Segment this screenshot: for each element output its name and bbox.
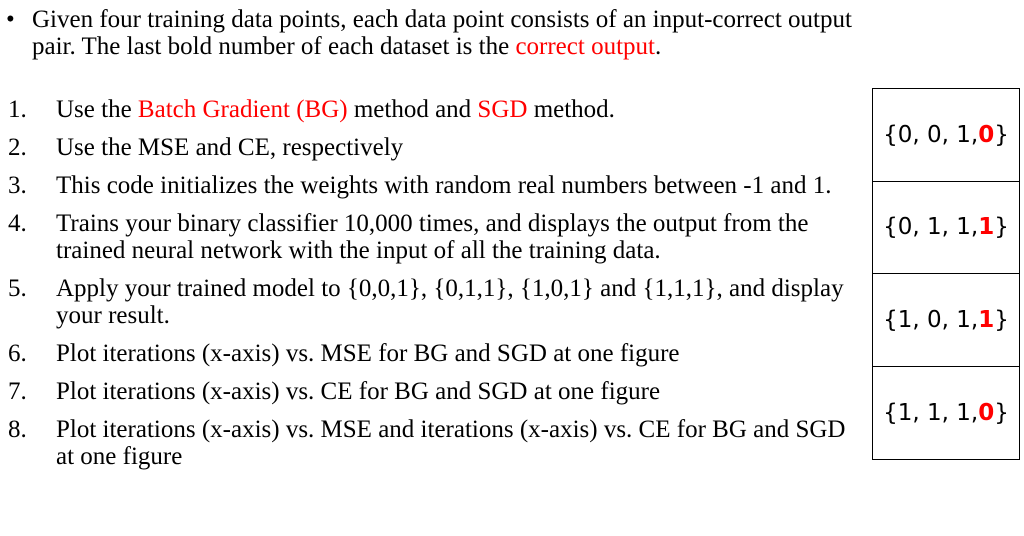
dataset-row bbox=[873, 274, 1019, 367]
dataset-close: } bbox=[994, 121, 1009, 148]
dataset-row bbox=[873, 182, 1019, 275]
list-item bbox=[8, 134, 848, 161]
list-item-text: Apply your trained model to {0,0,1}, {0,1,1}, {1,0,1} and {1,1,1}, and display your result. bbox=[56, 275, 844, 329]
dataset-output: 0 bbox=[978, 399, 995, 426]
sgd-highlight: SGD bbox=[477, 96, 528, 123]
list-item-text: Plot iterations (x-axis) vs. MSE for BG and SGD at one figure bbox=[56, 340, 680, 367]
dataset-output: 0 bbox=[978, 121, 995, 148]
list-item-text: This code initializes the weights with random real numbers between -1 and 1. bbox=[56, 172, 832, 199]
dataset-table bbox=[872, 88, 1020, 460]
dataset-output: 1 bbox=[978, 214, 995, 241]
intro-paragraph bbox=[6, 6, 876, 60]
list-item-number: 1. bbox=[8, 96, 27, 123]
list-item bbox=[8, 378, 848, 405]
list-item bbox=[8, 210, 848, 264]
dataset-inputs: {1, 1, 1, bbox=[883, 399, 979, 426]
intro-text-main: Given four training data points, each data point consists of an input-correct output pair. The last bold number of each dataset is the bbox=[32, 6, 852, 60]
list-item-text: method. bbox=[527, 96, 615, 123]
list-item bbox=[8, 416, 848, 470]
correct-output-highlight: correct output bbox=[515, 33, 655, 60]
dataset-output: 1 bbox=[978, 306, 995, 333]
batch-gradient-highlight: Batch Gradient (BG) bbox=[137, 96, 348, 123]
list-item-text: Plot iterations (x-axis) vs. MSE and iterations (x-axis) vs. CE for BG and SGD at one figure bbox=[56, 416, 846, 470]
list-item bbox=[8, 340, 848, 367]
list-item-number: 2. bbox=[8, 134, 27, 161]
list-item-text: Use the MSE and CE, respectively bbox=[56, 134, 404, 161]
list-item bbox=[8, 275, 848, 329]
list-item-text: Plot iterations (x-axis) vs. CE for BG and SGD at one figure bbox=[56, 378, 661, 405]
dataset-row bbox=[873, 89, 1019, 182]
dataset-close: } bbox=[994, 214, 1009, 241]
list-item-text: Trains your binary classifier 10,000 times, and displays the output from the trained neural network with the input of all the training data. bbox=[56, 210, 809, 264]
list-item-number: 3. bbox=[8, 172, 27, 199]
list-item bbox=[8, 172, 848, 199]
dataset-close: } bbox=[994, 306, 1009, 333]
list-item-text: Use the bbox=[56, 96, 138, 123]
list-item-text: method and bbox=[347, 96, 478, 123]
dataset-inputs: {0, 0, 1, bbox=[883, 121, 979, 148]
instruction-list bbox=[8, 96, 848, 481]
dataset-close: } bbox=[994, 399, 1009, 426]
dataset-inputs: {1, 0, 1, bbox=[883, 306, 979, 333]
list-item-number: 4. bbox=[8, 210, 27, 237]
list-item-number: 5. bbox=[8, 275, 27, 302]
list-item bbox=[8, 96, 848, 123]
dataset-row bbox=[873, 367, 1019, 460]
intro-text bbox=[32, 6, 876, 60]
intro-text-end: . bbox=[654, 33, 662, 60]
dataset-inputs: {0, 1, 1, bbox=[883, 214, 979, 241]
bullet-icon: • bbox=[6, 6, 15, 33]
list-item-number: 8. bbox=[8, 416, 27, 443]
list-item-number: 6. bbox=[8, 340, 27, 367]
list-item-number: 7. bbox=[8, 378, 27, 405]
